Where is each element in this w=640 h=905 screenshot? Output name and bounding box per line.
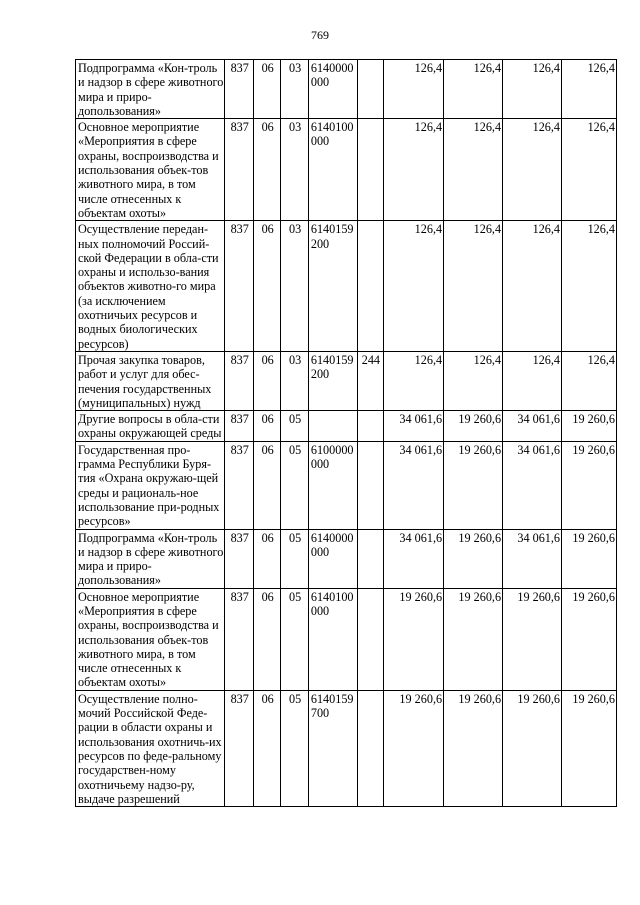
- amount-cell-3: 126,4: [503, 221, 562, 352]
- amount-cell-3: 34 061,6: [503, 411, 562, 442]
- expense-type-cell: 244: [357, 351, 383, 410]
- amount-cell-3: 34 061,6: [503, 529, 562, 588]
- table-row: [76, 119, 617, 221]
- expense-name-cell: Осуществление полно-мочий Российской Феде-рации в области охраны и использования охотничь-их ресурсов по феде-ральному государствен-ному охотничьему надзо-ру, выдаче разрешений: [76, 690, 225, 806]
- amount-cell-3: 34 061,6: [503, 441, 562, 529]
- table-row: [76, 60, 617, 119]
- amount-cell-3: 126,4: [503, 119, 562, 221]
- subsection-code-cell: 05: [281, 690, 308, 806]
- amount-cell-4: 19 260,6: [562, 529, 617, 588]
- grbs-code-cell: 837: [225, 351, 253, 410]
- amount-cell-1: 19 260,6: [384, 588, 444, 690]
- section-code-cell: 06: [253, 221, 280, 352]
- amount-cell-4: 19 260,6: [562, 690, 617, 806]
- grbs-code-cell: 837: [225, 588, 253, 690]
- page-number: 769: [311, 28, 329, 42]
- expense-type-cell: [357, 411, 383, 442]
- subsection-code-cell: 05: [281, 529, 308, 588]
- expense-name-cell: Осуществление передан-ных полномочий Россий-ской Федерации в обла-сти охраны и использо-вания объектов животно-го мира (за исключением охотничьих ресурсов и водных биологических ресурсов): [76, 221, 225, 352]
- amount-cell-2: 126,4: [444, 119, 503, 221]
- expense-name-cell: Основное мероприятие «Мероприятия в сфере охраны, воспроизводства и использования объек-тов животного мира, в том числе отнесенных к объектам охоты»: [76, 119, 225, 221]
- amount-cell-4: 19 260,6: [562, 588, 617, 690]
- expense-name-cell: Государственная про-грамма Республики Буря-тия «Охрана окружаю-щей среды и рациональ-ное использование при-родных ресурсов»: [76, 441, 225, 529]
- target-article-cell: 6140159700: [308, 690, 357, 806]
- section-code-cell: 06: [253, 690, 280, 806]
- subsection-code-cell: 03: [281, 351, 308, 410]
- amount-cell-2: 19 260,6: [444, 411, 503, 442]
- amount-cell-4: 126,4: [562, 60, 617, 119]
- table-row: [76, 411, 617, 442]
- grbs-code-cell: 837: [225, 441, 253, 529]
- section-code-cell: 06: [253, 60, 280, 119]
- amount-cell-4: 126,4: [562, 221, 617, 352]
- amount-cell-2: 19 260,6: [444, 441, 503, 529]
- amount-cell-4: 126,4: [562, 351, 617, 410]
- grbs-code-cell: 837: [225, 411, 253, 442]
- amount-cell-2: 126,4: [444, 221, 503, 352]
- expense-type-cell: [357, 221, 383, 352]
- table-row: [76, 690, 617, 806]
- target-article-cell: 6140100000: [308, 119, 357, 221]
- amount-cell-2: 19 260,6: [444, 588, 503, 690]
- subsection-code-cell: 03: [281, 60, 308, 119]
- subsection-code-cell: 05: [281, 411, 308, 442]
- target-article-cell: 6140159200: [308, 351, 357, 410]
- table-row: [76, 588, 617, 690]
- target-article-cell: 6140100000: [308, 588, 357, 690]
- amount-cell-4: 19 260,6: [562, 411, 617, 442]
- amount-cell-2: 126,4: [444, 351, 503, 410]
- amount-cell-2: 19 260,6: [444, 529, 503, 588]
- expense-type-cell: [357, 690, 383, 806]
- expense-type-cell: [357, 529, 383, 588]
- amount-cell-1: 34 061,6: [384, 441, 444, 529]
- table-row: [76, 351, 617, 410]
- section-code-cell: 06: [253, 411, 280, 442]
- grbs-code-cell: 837: [225, 60, 253, 119]
- expense-type-cell: [357, 588, 383, 690]
- expense-name-cell: Другие вопросы в обла-сти охраны окружающей среды: [76, 411, 225, 442]
- grbs-code-cell: 837: [225, 529, 253, 588]
- amount-cell-1: 126,4: [384, 60, 444, 119]
- expense-name-cell: Основное мероприятие «Мероприятия в сфере охраны, воспроизводства и использования объек-тов животного мира, в том числе отнесенных к объектам охоты»: [76, 588, 225, 690]
- amount-cell-1: 34 061,6: [384, 529, 444, 588]
- amount-cell-2: 126,4: [444, 60, 503, 119]
- amount-cell-1: 126,4: [384, 119, 444, 221]
- grbs-code-cell: 837: [225, 119, 253, 221]
- amount-cell-4: 19 260,6: [562, 441, 617, 529]
- target-article-cell: [308, 411, 357, 442]
- subsection-code-cell: 05: [281, 441, 308, 529]
- expense-type-cell: [357, 60, 383, 119]
- subsection-code-cell: 03: [281, 221, 308, 352]
- section-code-cell: 06: [253, 588, 280, 690]
- table-row: [76, 221, 617, 352]
- expense-type-cell: [357, 441, 383, 529]
- expense-name-cell: Подпрограмма «Кон-троль и надзор в сфере животного мира и приро-допользования»: [76, 60, 225, 119]
- table-row: [76, 441, 617, 529]
- amount-cell-1: 126,4: [384, 221, 444, 352]
- amount-cell-1: 126,4: [384, 351, 444, 410]
- target-article-cell: 6140000000: [308, 60, 357, 119]
- target-article-cell: 6140159200: [308, 221, 357, 352]
- budget-table: [75, 59, 617, 807]
- amount-cell-4: 126,4: [562, 119, 617, 221]
- amount-cell-3: 19 260,6: [503, 690, 562, 806]
- section-code-cell: 06: [253, 351, 280, 410]
- target-article-cell: 6140000000: [308, 529, 357, 588]
- section-code-cell: 06: [253, 119, 280, 221]
- expense-name-cell: Подпрограмма «Кон-троль и надзор в сфере животного мира и приро-допользования»: [76, 529, 225, 588]
- expense-type-cell: [357, 119, 383, 221]
- table-row: [76, 529, 617, 588]
- grbs-code-cell: 837: [225, 690, 253, 806]
- budget-table-body: [76, 60, 617, 807]
- amount-cell-3: 126,4: [503, 351, 562, 410]
- subsection-code-cell: 05: [281, 588, 308, 690]
- grbs-code-cell: 837: [225, 221, 253, 352]
- subsection-code-cell: 03: [281, 119, 308, 221]
- amount-cell-1: 34 061,6: [384, 411, 444, 442]
- amount-cell-1: 19 260,6: [384, 690, 444, 806]
- target-article-cell: 6100000000: [308, 441, 357, 529]
- section-code-cell: 06: [253, 529, 280, 588]
- expense-name-cell: Прочая закупка товаров, работ и услуг для обес-печения государственных (муниципальных) нужд: [76, 351, 225, 410]
- amount-cell-3: 19 260,6: [503, 588, 562, 690]
- amount-cell-3: 126,4: [503, 60, 562, 119]
- section-code-cell: 06: [253, 441, 280, 529]
- amount-cell-2: 19 260,6: [444, 690, 503, 806]
